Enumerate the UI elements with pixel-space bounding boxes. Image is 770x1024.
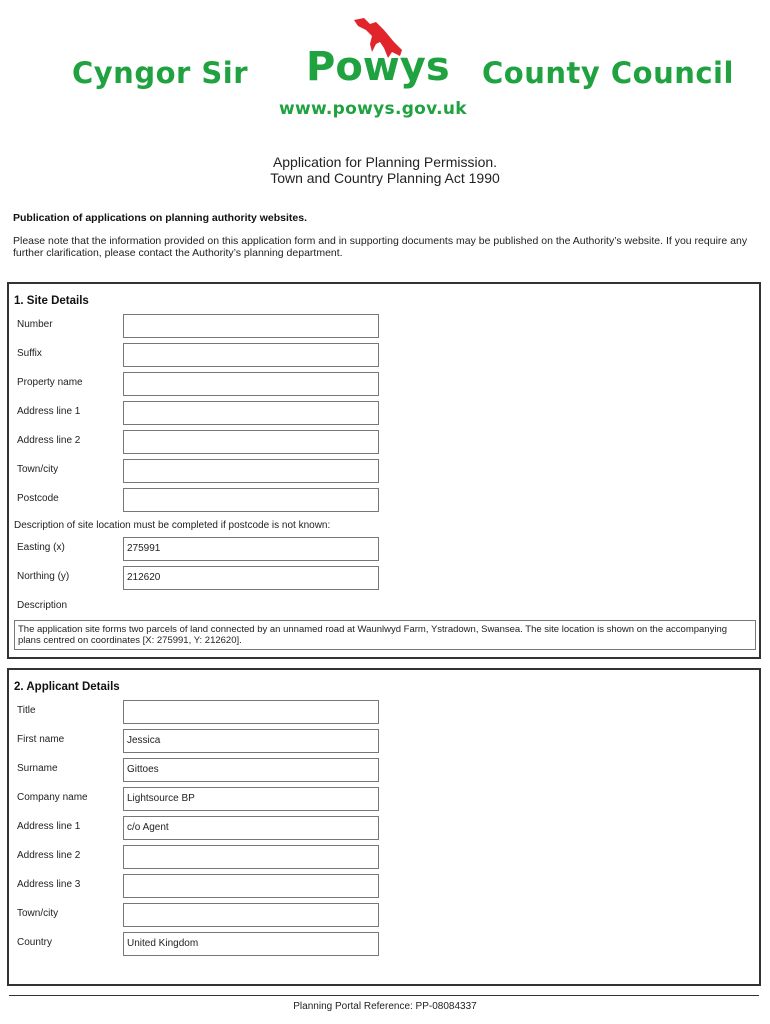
field-label: Company name <box>17 792 88 803</box>
applicant-address-line-2-field[interactable] <box>123 845 379 869</box>
publication-note: Please note that the information provided on this application form and in supporting documents may be published on the Authority’s website. If you require any further clarification, please contact the Authority’s planning department. <box>13 235 748 259</box>
field-label: Town/city <box>17 464 59 475</box>
location-note: Description of site location must be completed if postcode is not known: <box>14 520 331 531</box>
field-label: Address line 2 <box>17 435 81 446</box>
easting-field[interactable]: 275991 <box>123 537 379 561</box>
logo-powys: Powys <box>306 44 450 90</box>
logo-county-council: County Council <box>482 56 734 90</box>
field-label: Easting (x) <box>17 542 65 553</box>
applicant-address-line-3-field[interactable] <box>123 874 379 898</box>
field-label: Address line 2 <box>17 850 81 861</box>
applicant-town-city-field[interactable] <box>123 903 379 927</box>
field-label: Postcode <box>17 493 59 504</box>
footer-divider <box>9 995 759 996</box>
field-label: Number <box>17 319 53 330</box>
field-label: Surname <box>17 763 58 774</box>
footer-reference: Planning Portal Reference: PP-08084337 <box>293 1001 477 1012</box>
field-label: Suffix <box>17 348 42 359</box>
publication-heading: Publication of applications on planning authority websites. <box>13 212 308 224</box>
field-label: Address line 1 <box>17 406 81 417</box>
field-label: Property name <box>17 377 83 388</box>
field-label: First name <box>17 734 65 745</box>
form-title: Application for Planning Permission. <box>272 154 498 170</box>
applicant-address-line-1-field[interactable]: c/o Agent <box>123 816 379 840</box>
description-field[interactable]: The application site forms two parcels of land connected by an unnamed road at Waunlwyd Farm, Ystradown, Swansea. The site location is shown on the accompanying plans centred on coordinates [X: 275991, Y: 212620]. <box>14 620 756 650</box>
surname-field[interactable]: Gittoes <box>123 758 379 782</box>
number-field[interactable] <box>123 314 379 338</box>
suffix-field[interactable] <box>123 343 379 367</box>
property-name-field[interactable] <box>123 372 379 396</box>
form-subtitle: Town and Country Planning Act 1990 <box>270 170 500 186</box>
field-label: Town/city <box>17 908 59 919</box>
logo-cyngor-sir: Cyngor Sir <box>72 56 249 90</box>
northing-field[interactable]: 212620 <box>123 566 379 590</box>
logo-website: www.powys.gov.uk <box>279 99 467 119</box>
field-label: Address line 1 <box>17 821 81 832</box>
first-name-field[interactable]: Jessica <box>123 729 379 753</box>
applicant-details-section <box>7 668 761 986</box>
site-details-section <box>7 282 761 659</box>
address-line-1-field[interactable] <box>123 401 379 425</box>
section-title: 2. Applicant Details <box>14 681 120 693</box>
town-city-field[interactable] <box>123 459 379 483</box>
field-label: Address line 3 <box>17 879 81 890</box>
postcode-field[interactable] <box>123 488 379 512</box>
company-name-field[interactable]: Lightsource BP <box>123 787 379 811</box>
country-field[interactable]: United Kingdom <box>123 932 379 956</box>
title-field[interactable] <box>123 700 379 724</box>
address-line-2-field[interactable] <box>123 430 379 454</box>
description-label: Description <box>17 600 68 611</box>
section-title: 1. Site Details <box>14 295 89 307</box>
field-label: Northing (y) <box>17 571 70 582</box>
field-label: Country <box>17 937 53 948</box>
field-label: Title <box>17 705 36 716</box>
